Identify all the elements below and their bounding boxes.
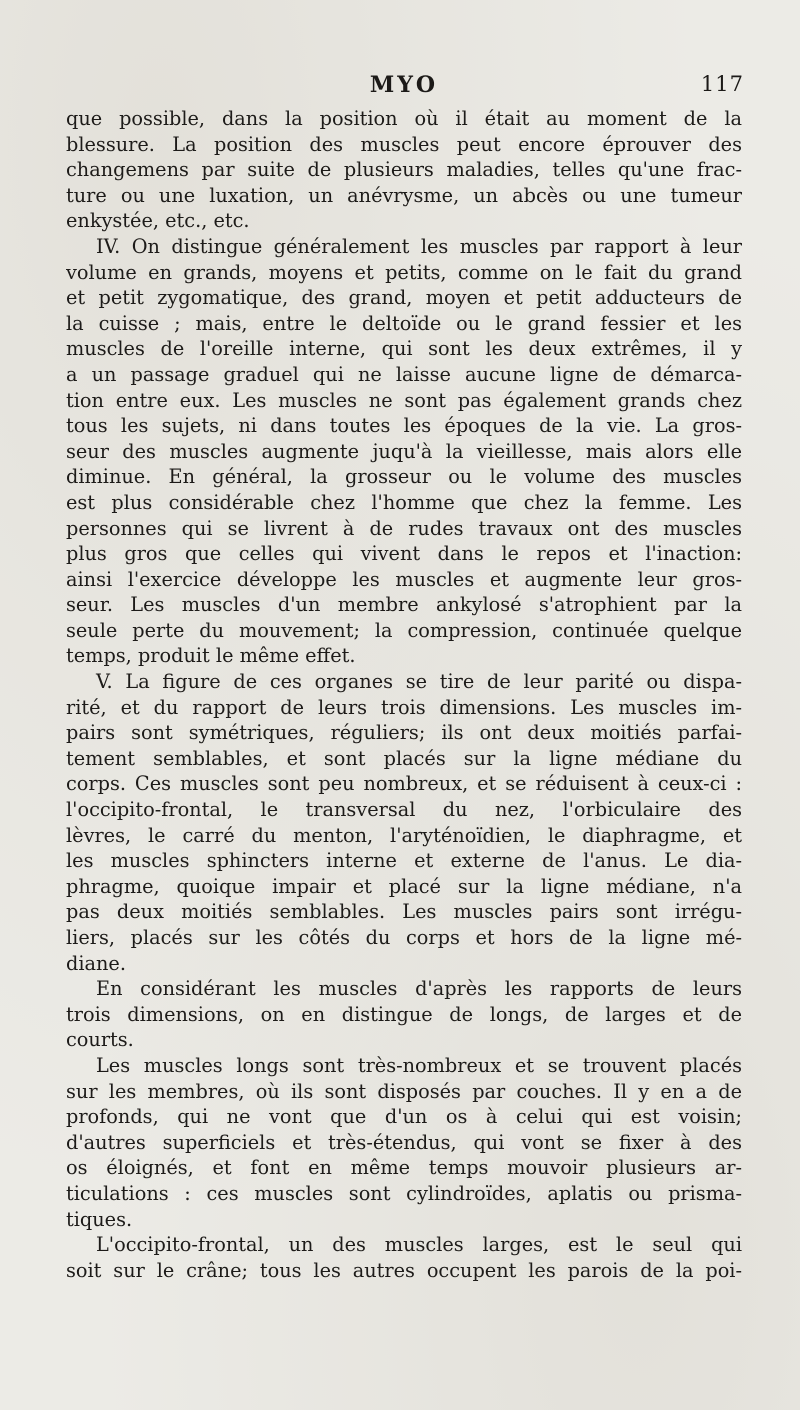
text-line: seur des muscles augmente juqu'à la vieillesse, mais alors elle: [66, 439, 742, 463]
page-number: 117: [700, 72, 744, 96]
text-line: d'autres superficiels et très-étendus, qui vont se fixer à des: [66, 1130, 742, 1154]
text-line: enkystée, etc., etc.: [66, 209, 250, 233]
text-line: tion entre eux. Les muscles ne sont pas également grands chez: [66, 388, 742, 412]
text-line: plus gros que celles qui vivent dans le repos et l'inaction:: [66, 542, 742, 566]
text-line: et petit zygomatique, des grand, moyen et petit adducteurs de: [66, 286, 742, 310]
text-line: ainsi l'exercice développe les muscles et augmente leur gros-: [66, 567, 742, 591]
text-line: est plus considérable chez l'homme que chez la femme. Les: [66, 490, 742, 514]
text-line: soit sur le crâne; tous les autres occupent les parois de la poi-: [66, 1258, 742, 1282]
text-line: temps, produit le même effet.: [66, 644, 356, 668]
text-line: a un passage graduel qui ne laisse aucune ligne de démarca-: [66, 362, 742, 386]
text-line: rité, et du rapport de leurs trois dimensions. Les muscles im-: [66, 695, 742, 719]
text-line: muscles de l'oreille interne, qui sont les deux extrêmes, il y: [66, 337, 742, 361]
running-head: MYO: [369, 72, 439, 98]
text-line: changemens par suite de plusieurs maladies, telles qu'une frac-: [66, 158, 742, 182]
text-line: ticulations : ces muscles sont cylindroïdes, aplatis ou prisma-: [66, 1181, 742, 1205]
text-line: ture ou une luxation, un anévrysme, un abcès ou une tumeur: [66, 183, 742, 207]
text-line: seur. Les muscles d'un membre ankylosé s'atrophient par la: [66, 593, 742, 617]
text-line: corps. Ces muscles sont peu nombreux, et se réduisent à ceux-ci :: [66, 772, 742, 796]
text-line: seule perte du mouvement; la compression, continuée quelque: [66, 618, 742, 642]
paragraph-start-line: IV. On distingue généralement les muscles par rapport à leur: [96, 234, 742, 258]
text-line: volume en grands, moyens et petits, comme on le fait du grand: [66, 260, 742, 284]
body-text: [66, 106, 742, 1283]
text-line: la cuisse ; mais, entre le deltoïde ou le grand fessier et les: [66, 311, 742, 335]
text-line: lèvres, le carré du menton, l'aryténoïdien, le diaphragme, et: [66, 823, 742, 847]
text-line: diminue. En général, la grosseur ou le volume des muscles: [66, 465, 742, 489]
paragraph-start-line: V. La figure de ces organes se tire de leur parité ou dispa-: [96, 670, 742, 694]
text-line: tiques.: [66, 1207, 133, 1231]
text-line: les muscles sphincters interne et externe de l'anus. Le dia-: [66, 849, 742, 873]
page-header: [64, 72, 744, 106]
text-line: pas deux moitiés semblables. Les muscles pairs sont irrégu-: [66, 900, 742, 924]
text-line: l'occipito-frontal, le transversal du nez, l'orbiculaire des: [66, 798, 742, 822]
paragraph-start-line: En considérant les muscles d'après les rapports de leurs: [96, 977, 742, 1001]
text-line: tement semblables, et sont placés sur la ligne médiane du: [66, 746, 742, 770]
text-line: tous les sujets, ni dans toutes les époques de la vie. La gros-: [66, 414, 742, 438]
text-line: pairs sont symétriques, réguliers; ils ont deux moitiés parfai-: [66, 721, 742, 745]
text-line: courts.: [66, 1028, 134, 1052]
text-line: que possible, dans la position où il était au moment de la: [66, 107, 742, 130]
text-line: os éloignés, et font en même temps mouvoir plusieurs ar-: [66, 1156, 742, 1180]
text-line: diane.: [66, 951, 126, 975]
text-line: profonds, qui ne vont que d'un os à celui qui est voisin;: [66, 1105, 742, 1129]
text-line: blessure. La position des muscles peut encore éprouver des: [66, 132, 742, 156]
paragraph-start-line: Les muscles longs sont très-nombreux et se trouvent placés: [96, 1053, 742, 1077]
text-line: trois dimensions, on en distingue de longs, de larges et de: [66, 1002, 742, 1026]
paragraph-start-line: L'occipito-frontal, un des muscles larges, est le seul qui: [96, 1233, 742, 1257]
text-line: liers, placés sur les côtés du corps et hors de la ligne mé-: [66, 926, 742, 949]
text-line: phragme, quoique impair et placé sur la ligne médiane, n'a: [66, 874, 742, 898]
text-line: personnes qui se livrent à de rudes travaux ont des muscles: [66, 516, 742, 540]
text-line: sur les membres, où ils sont disposés par couches. Il y en a de: [66, 1079, 742, 1103]
